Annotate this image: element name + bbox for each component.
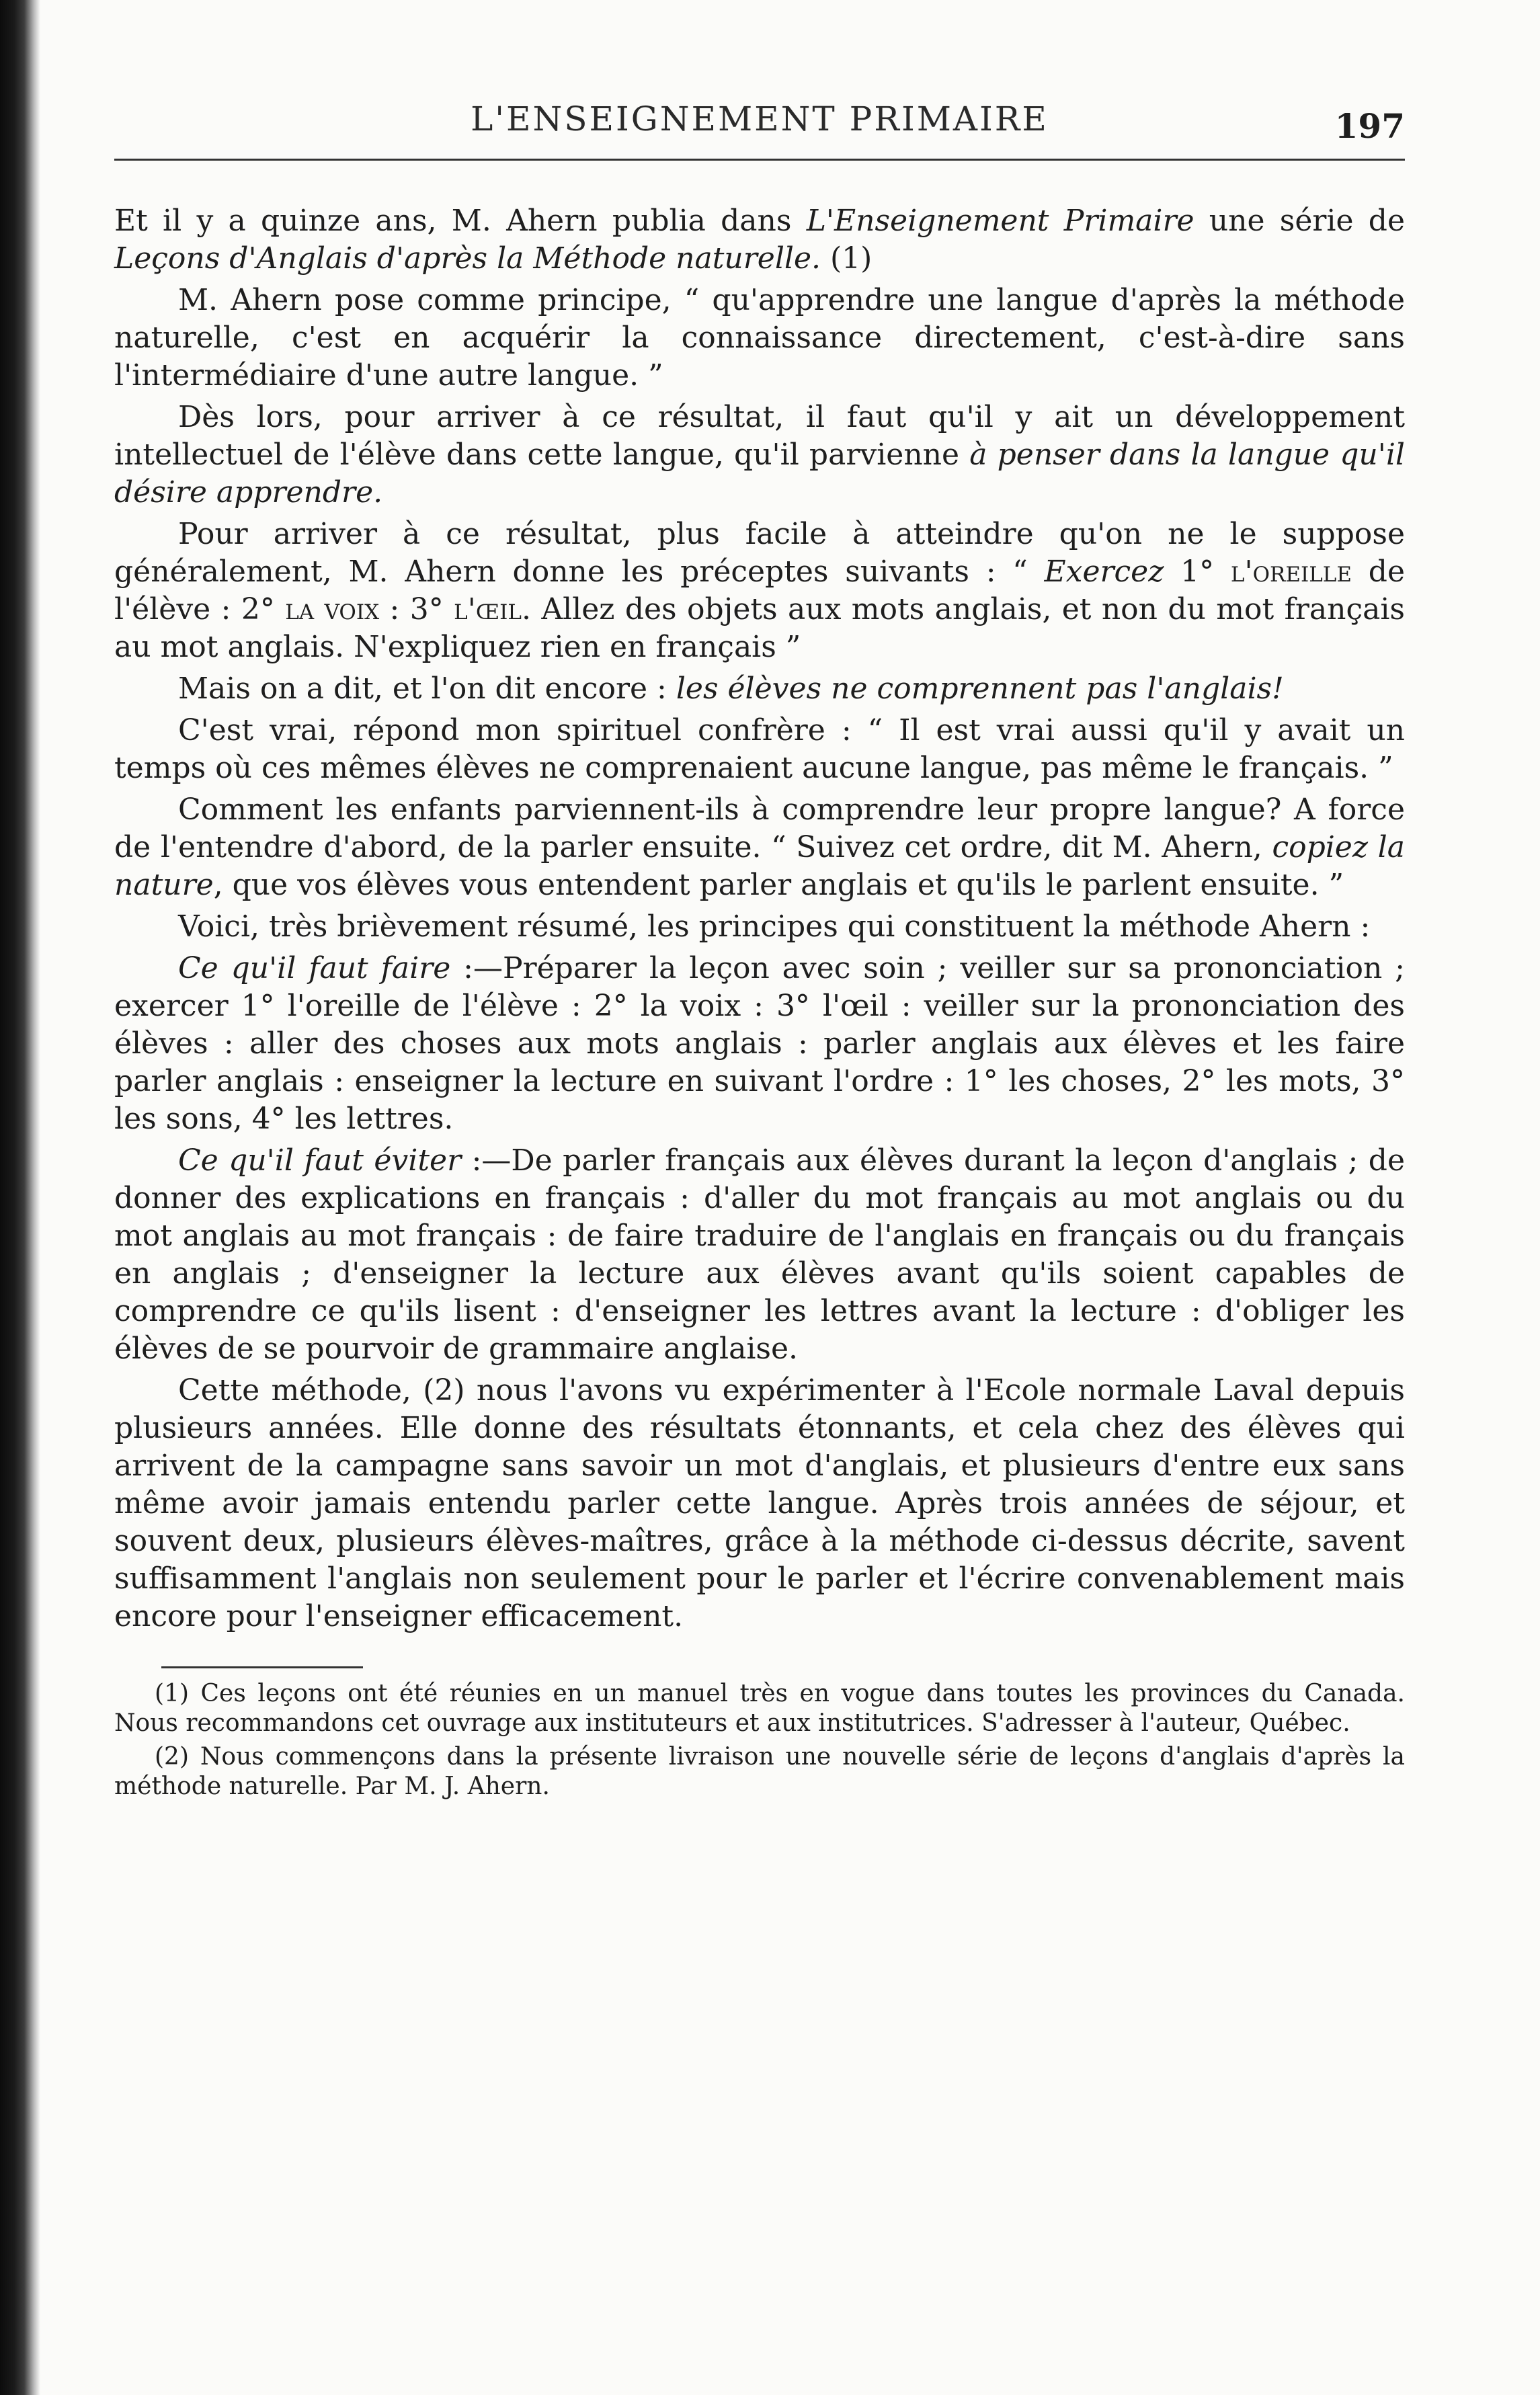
page <box>114 94 1405 1805</box>
text: Comment les enfants parviennent-ils à comprendre leur propre langue? A force de l'entendre d'abord, de la parler ensuite. “ Suivez cet ordre, dit M. Ahern, <box>114 793 1405 864</box>
emphasis: Ce qu'il faut éviter <box>178 1143 462 1178</box>
footnote: (2) Nous commençons dans la présente livraison une nouvelle série de leçons d'anglais d'après la méthode naturelle. Par M. J. Ahern. <box>114 1743 1405 1800</box>
paragraph: C'est vrai, répond mon spirituel confrère : “ Il est vrai aussi qu'il y avait un temps où ces mêmes élèves ne comprenaient aucune langue, pas même le français. ” <box>114 713 1405 785</box>
journal-title: L'Enseignement Primaire <box>806 204 1194 238</box>
footnote: (1) Ces leçons ont été réunies en un manuel très en vogue dans toutes les provinces du Canada. Nous recommandons cet ouvrage aux instituteurs et aux institutrices. S'adresser à l'auteur, Québec. <box>114 1680 1405 1737</box>
text: . Allez des objets aux mots anglais, et non du mot français au mot anglais. N'expliquez rien en français ” <box>114 592 1405 664</box>
running-title: L'ENSEIGNEMENT PRIMAIRE <box>471 99 1049 138</box>
paragraph <box>114 791 1405 904</box>
small-caps: l'œil <box>454 592 522 626</box>
small-caps: la voix <box>285 592 380 626</box>
footnotes <box>114 1679 1405 1801</box>
emphasis: Ce qu'il faut faire <box>178 951 451 985</box>
series-title: Leçons d'Anglais d'après la Méthode naturelle. <box>114 241 821 276</box>
paragraph: Voici, très brièvement résumé, les principes qui constituent la méthode Ahern : <box>178 909 1371 944</box>
page-binding-shadow <box>0 0 40 2395</box>
text: une série de <box>1194 204 1405 238</box>
paragraph <box>114 516 1405 666</box>
text: , que vos élèves vous entendent parler anglais et qu'ils le parlent ensuite. ” <box>213 868 1344 902</box>
paragraph <box>114 1142 1405 1368</box>
text: :—De parler français aux élèves durant la leçon d'anglais ; de donner des explications en français : d'aller du mot français au mot anglais ou du mot anglais au mot français : de faire traduire de l'anglais en français ou du français en anglais ; d'enseigner la lecture aux élèves avant qu'ils soient capables de comprendre ce qu'ils lisent : d'enseigner les lettres avant la lecture : d'obliger les élèves de se pourvoir de grammaire anglaise. <box>114 1143 1406 1366</box>
paragraph <box>114 202 1405 278</box>
text: Dès lors, pour arriver à ce résultat, il faut qu'il y ait un développement intellectuel de l'élève dans cette langue, qu'il parvienne <box>114 400 1405 472</box>
running-header <box>114 94 1405 155</box>
emphasis: à penser dans la langue qu'il désire apprendre. <box>114 438 1405 510</box>
small-caps: l'oreille <box>1230 555 1352 589</box>
paragraph <box>114 670 1405 708</box>
text: Pour arriver à ce résultat, plus facile à atteindre qu'on ne le suppose généralement, M. Ahern donne les préceptes suivants : “ <box>114 517 1405 589</box>
page-number: 197 <box>1334 106 1405 146</box>
article-body <box>114 202 1405 1635</box>
emphasis: copiez la nature <box>114 830 1405 902</box>
emphasis: Exercez <box>1044 555 1164 589</box>
text: :—Préparer la leçon avec soin ; veiller sur sa prononciation ; exercer 1° l'oreille de l'élève : 2° la voix : 3° l'œil : veiller sur la prononciation des élèves : aller des choses aux mots anglais : parler anglais aux élèves et les faire parler anglais : enseigner la lecture en suivant l'ordre : 1° les choses, 2° les mots, 3° les sons, 4° les lettres. <box>114 951 1406 1136</box>
paragraph: M. Ahern pose comme principe, “ qu'apprendre une langue d'après la méthode naturelle, c'est en acquérir la connaissance directement, c'est-à-dire sans l'intermédiaire d'une autre langue. ” <box>114 283 1405 393</box>
footnote-rule <box>161 1666 363 1668</box>
text: 1° <box>1164 555 1231 589</box>
emphasis: les élèves ne comprennent pas l'anglais! <box>676 672 1284 706</box>
paragraph <box>114 950 1405 1138</box>
text: : 3° <box>379 592 454 626</box>
header-rule <box>114 159 1405 161</box>
paragraph <box>114 399 1405 512</box>
paragraph: Cette méthode, (2) nous l'avons vu expérimenter à l'Ecole normale Laval depuis plusieurs années. Elle donne des résultats étonnants, et cela chez des élèves qui arrivent de la campagne sans savoir un mot d'anglais, et plusieurs d'entre eux sans même avoir jamais entendu parler cette langue. Après trois années de séjour, et souvent deux, plusieurs élèves-maîtres, grâce à la méthode ci-dessus décrite, savent suffisamment l'anglais non seulement pour le parler et l'écrire convenablement mais encore pour l'enseigner efficacement. <box>114 1373 1405 1633</box>
text: Et il y a quinze ans, M. Ahern publia dans <box>114 204 807 238</box>
text: de l'élève : 2° <box>114 555 1405 626</box>
footnote-ref: (1) <box>821 241 873 276</box>
text: Mais on a dit, et l'on dit encore : <box>178 672 676 706</box>
